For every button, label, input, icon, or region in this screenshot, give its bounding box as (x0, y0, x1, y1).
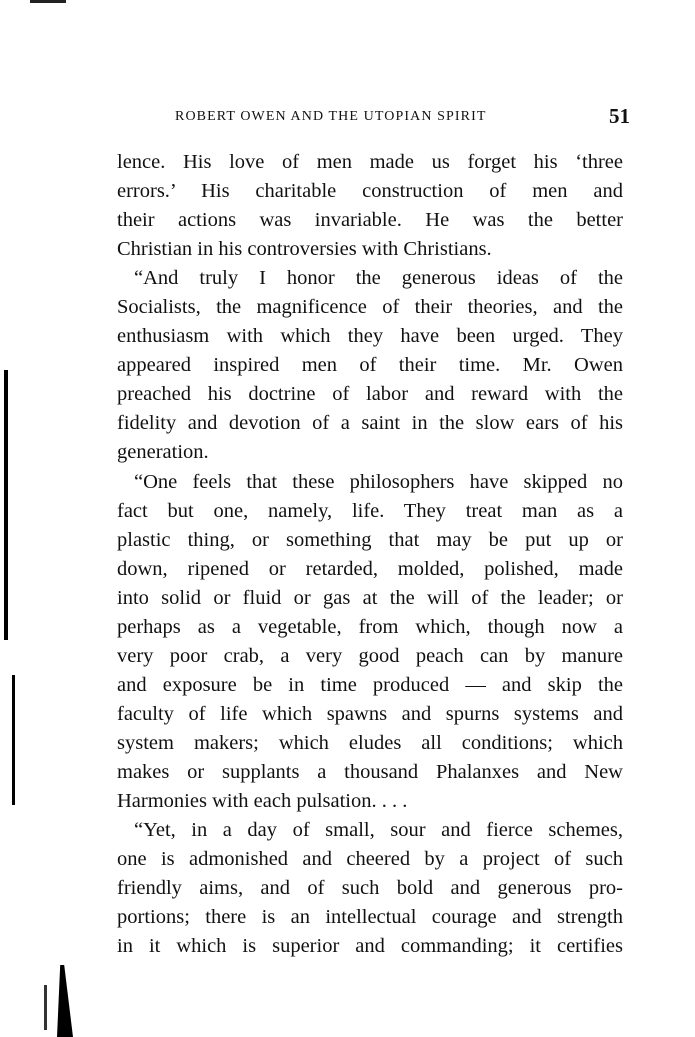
text-line: “Yet, in a day of small, sour and fierce schemes, (134, 819, 623, 842)
text-line: fidelity and devotion of a saint in the slow ears of his (117, 412, 623, 435)
text-line: in it which is superior and commanding; it certifies (117, 935, 623, 958)
running-head (175, 104, 630, 132)
scan-edge-mark (4, 370, 8, 640)
running-head-title: ROBERT OWEN AND THE UTOPIAN SPIRIT (175, 109, 487, 124)
text-line: enthusiasm with which they have been urged. They (117, 325, 623, 348)
text-line: their actions was invariable. He was the better (117, 209, 623, 232)
text-line: portions; there is an intellectual courage and strength (117, 906, 623, 929)
text-line: plastic thing, or something that may be put up or (117, 528, 623, 551)
text-line: Socialists, the magnificence of their theories, and the (117, 296, 623, 319)
scan-edge-mark (57, 965, 73, 1037)
text-line: preached his doctrine of labor and reward with the (117, 383, 623, 406)
scan-edge-mark (12, 675, 15, 805)
text-line: Harmonies with each pulsation. . . . (117, 790, 408, 813)
text-line: errors.’ His charitable construction of men and (117, 180, 623, 203)
text-line: “And truly I honor the generous ideas of the (134, 267, 623, 290)
text-line: friendly aims, and of such bold and generous pro- (117, 877, 623, 900)
text-line: makes or supplants a thousand Phalanxes and New (117, 760, 623, 783)
text-line: faculty of life which spawns and spurns systems and (117, 702, 623, 725)
text-line: and exposure be in time produced — and skip the (117, 673, 623, 696)
body-text (117, 148, 623, 961)
text-line: “One feels that these philosophers have skipped no (134, 470, 623, 493)
scan-edge-mark (44, 985, 47, 1030)
text-line: one is admonished and cheered by a project of such (117, 848, 623, 871)
text-line: perhaps as a vegetable, from which, though now a (117, 615, 623, 638)
page-number: 51 (609, 104, 630, 128)
text-line: lence. His love of men made us forget his ‘three (117, 151, 623, 173)
text-line: into solid or fluid or gas at the will of the leader; or (117, 586, 623, 609)
text-line: system makers; which eludes all conditions; which (117, 731, 623, 754)
text-line: generation. (117, 441, 209, 464)
text-line: down, ripened or retarded, molded, polished, made (117, 557, 623, 580)
text-line: Christian in his controversies with Christians. (117, 238, 492, 261)
text-line: appeared inspired men of their time. Mr. Owen (117, 354, 623, 377)
text-line: fact but one, namely, life. They treat man as a (117, 499, 623, 522)
text-line: very poor crab, a very good peach can by manure (117, 644, 623, 667)
scan-artifact (30, 0, 66, 3)
